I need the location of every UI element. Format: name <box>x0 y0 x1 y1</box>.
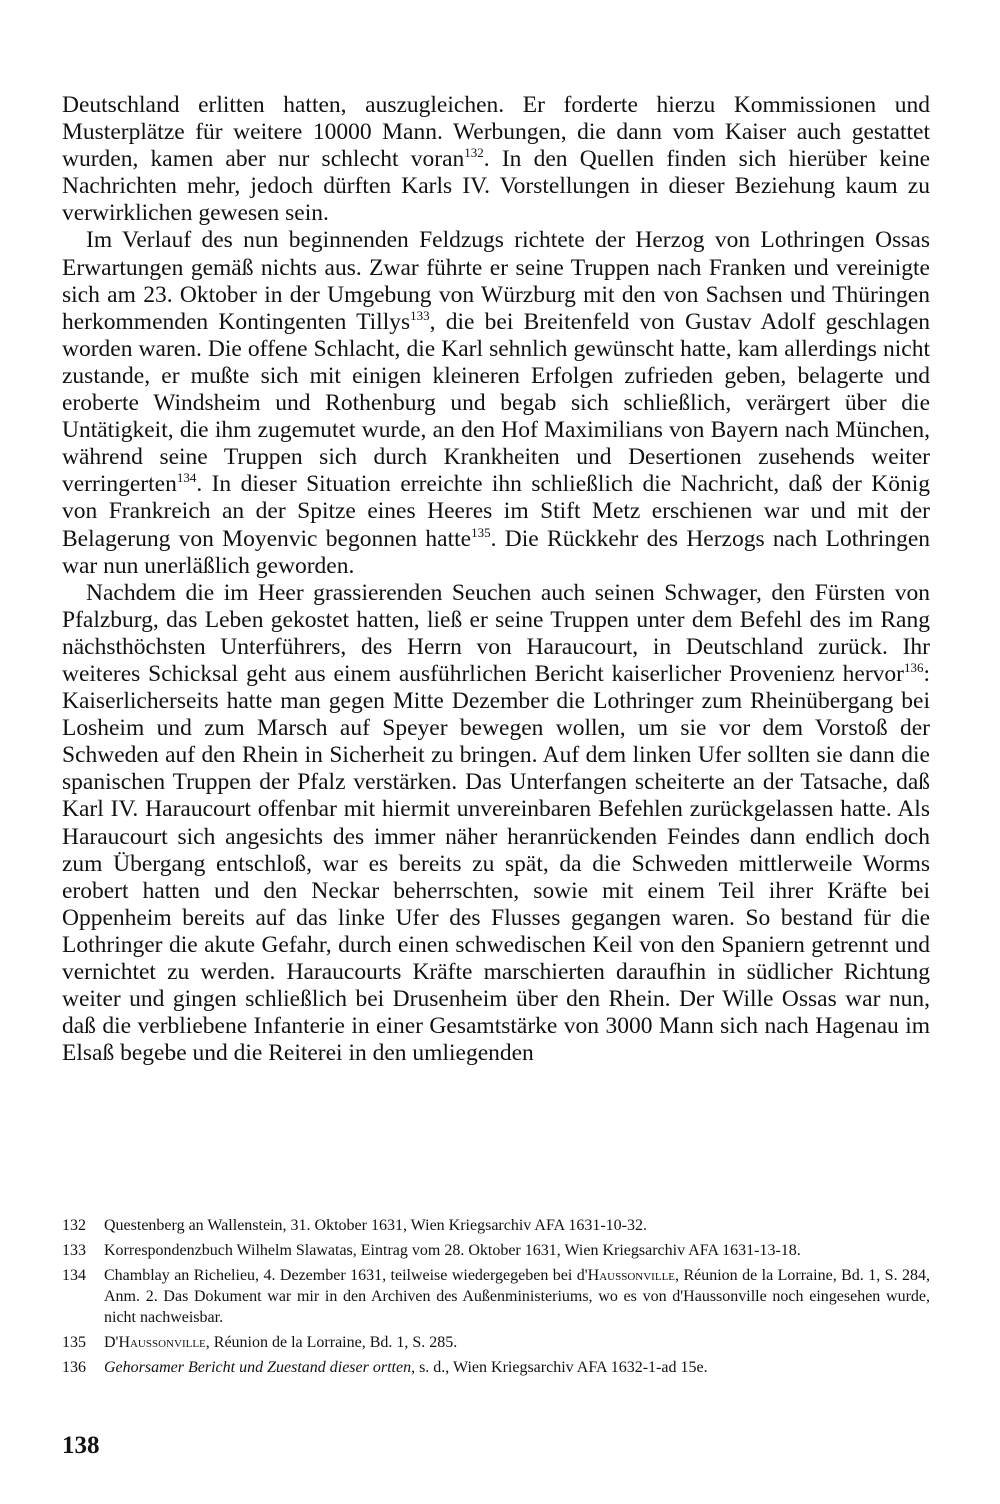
footnote-ref-132[interactable]: 132 <box>464 145 484 161</box>
paragraph-1: Deutschland erlitten hatten, auszugleichen. Er forderte hierzu Kommissionen und Musterplätze für weitere 10000 Mann. Werbungen, die dann vom Kaiser auch gestattet wurden, kamen aber nur schlecht voran$^{132}$. In den Quellen finden sich hierüber keine Nachrichten mehr, jedoch dürften Karls IV. Vorstellungen in dieser Beziehung kaum zu verwirklichen gewesen sein. <box>62 92 931 227</box>
footnote-text: Korrespondenzbuch Wilhelm Slawatas, Eintrag vom 28. Oktober 1631, Wien Kriegsarchiv AFA 1631-13-18. <box>104 1242 801 1259</box>
footnote-text: D'Haussonville, Réunion de la Lorraine, Bd. 1, S. 285. <box>104 1334 458 1351</box>
footnote-text: Questenberg an Wallenstein, 31. Oktober 1631, Wien Kriegsarchiv AFA 1631-10-32. <box>104 1217 648 1234</box>
footnote-135 <box>62 1332 930 1353</box>
footnote-number: 132 <box>62 1217 86 1234</box>
footnote-ref-133[interactable]: 133 <box>410 307 430 323</box>
footnote-number: 136 <box>62 1359 86 1376</box>
page-number: 138 <box>62 1432 100 1459</box>
footnote-ref-135[interactable]: 135 <box>471 524 491 540</box>
footnote-number: 133 <box>62 1242 86 1259</box>
footnote-text: Gehorsamer Bericht und Zuestand dieser ortten, s. d., Wien Kriegsarchiv AFA 1632-1-ad 15e. <box>104 1359 708 1376</box>
footnote-ref-134[interactable]: 134 <box>176 470 197 486</box>
main-text <box>62 92 930 1067</box>
paragraph-2: Im Verlauf des nun beginnenden Feldzugs richtete der Herzog von Lothringen Ossas Erwartungen gemäß nichts aus. Zwar führte er seine Truppen nach Franken und vereinigte sich am 23. Oktober in der Umgebung von Würzburg mit den von Sachsen und Thüringen herkommenden Kontingenten Tillys$^{133}$, die bei Breitenfeld von Gustav Adolf geschlagen worden waren. Die offene Schlacht, die Karl sehnlich gewünscht hatte, kam allerdings nicht zustande, er mußte sich mit einigen kleineren Erfolgen zufrieden geben, belagerte und eroberte Windsheim und Rothenburg und begab sich schließlich, verärgert über die Untätigkeit, die ihm zugemutet wurde, an den Hof Maximilians von Bayern nach München, während seine Truppen sich durch Krankheiten und Desertionen zusehends weiter verringerten$^{134}$. In dieser Situation erreichte ihn schließlich die Nachricht, daß der König von Frankreich an der Spitze eines Heeres im Stift Metz erschienen war und mit der Belagerung von Moyenvic begonnen hatte$^{135}$. Die Rückkehr des Herzogs nach Lothringen war nun unerläßlich geworden. <box>62 227 931 579</box>
footnote-number: 135 <box>62 1334 86 1351</box>
footnote-136 <box>62 1357 930 1378</box>
footnote-text: Chamblay an Richelieu, 4. Dezember 1631, teilweise wiedergegeben bei d'Haussonville, Réunion de la Lorraine, Bd. 1, S. 284, Anm. 2. Das Dokument war mir in den Archiven des Außenministeriums, wo es von d'Haussonville noch eingesehen wurde, nicht nachweisbar. <box>104 1267 931 1326</box>
footnote-number: 134 <box>62 1267 86 1284</box>
footnote-132 <box>62 1215 930 1236</box>
footnote-ref-136[interactable]: 136 <box>903 659 924 675</box>
footnote-134 <box>62 1265 930 1328</box>
paragraph-3: Nachdem die im Heer grassierenden Seuchen auch seinen Schwager, den Fürsten von Pfalzburg, das Leben gekostet hatten, ließ er seine Truppen unter dem Befehl des im Rang nächsthöchsten Unterführers, des Herrn von Haraucourt, in Deutschland zurück. Ihr weiteres Schicksal geht aus einem ausführlichen Bericht kaiserlicher Provenienz hervor$^{136}$: Kaiserlicherseits hatte man gegen Mitte Dezember die Lothringer zum Rheinübergang bei Losheim und zum Marsch auf Speyer bewegen wollen, um sie vor dem Vorstoß der Schweden auf den Rhein in Sicherheit zu bringen. Auf dem linken Ufer sollten sie dann die spanischen Truppen der Pfalz verstärken. Das Unterfangen scheiterte an der Tatsache, daß Karl IV. Haraucourt offenbar mit hiermit unvereinbaren Befehlen zurückgelassen hatte. Als Haraucourt sich angesichts des immer näher heranrückenden Feindes dann endlich doch zum Übergang entschloß, war es bereits zu spät, da die Schweden mittlerweile Worms erobert hatten und den Neckar beherrschten, sowie mit einem Teil ihrer Kräfte bei Oppenheim bereits auf das linke Ufer des Flusses gegangen waren. So bestand für die Lothringer die akute Gefahr, durch einen schwedischen Keil von den Spaniern getrennt und vernichtet zu werden. Haraucourts Kräfte marschierten daraufhin in südlicher Richtung weiter und gingen schließlich bei Drusenheim über den Rhein. Der Wille Ossas war nun, daß die verbliebene Infanterie in einer Gesamtstärke von 3000 Mann sich nach Hagenau im Elsaß begebe und die Reiterei in den umliegenden <box>62 579 930 1067</box>
footnotes <box>62 1215 930 1382</box>
footnote-133 <box>62 1240 930 1261</box>
